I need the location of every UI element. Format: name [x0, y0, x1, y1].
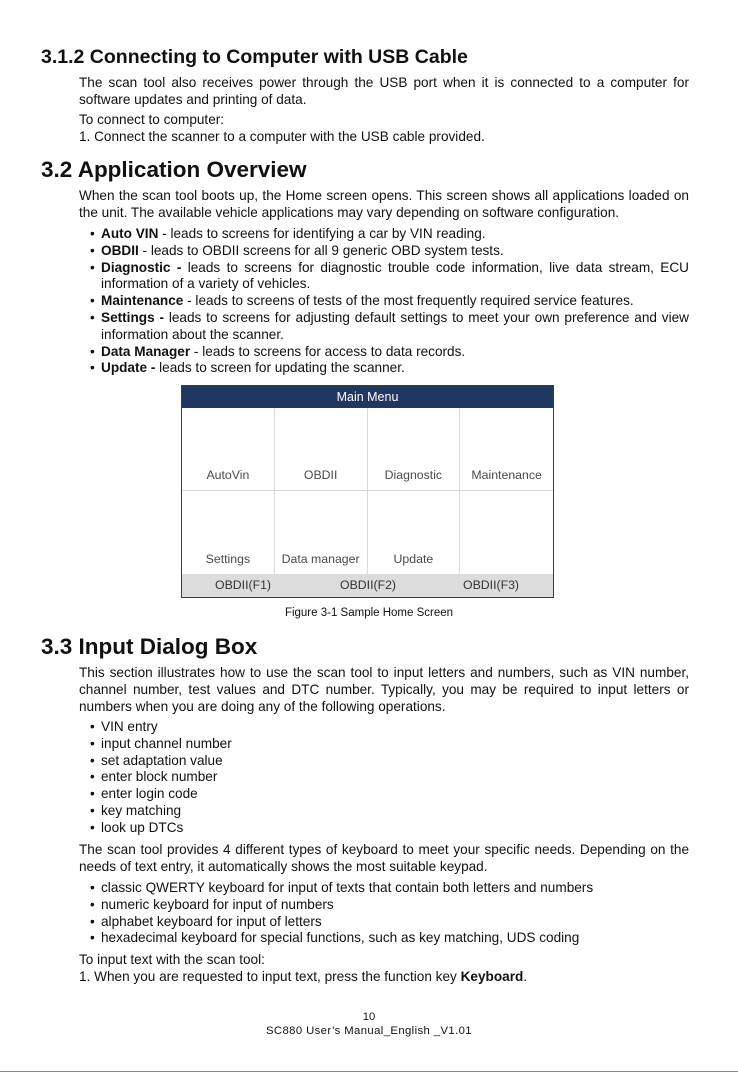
keyboard-list — [90, 880, 680, 947]
keyboard-types-paragraph: The scan tool provides 4 different types of keyboard to meet your specific needs. Depending on the needs of text entry, it automatically shows the most suitable keypad. — [79, 842, 689, 874]
app-tile-update[interactable] — [368, 491, 461, 574]
bullet-dot: • — [90, 819, 95, 835]
section-heading-3-3: 3.3 Input Dialog Box — [41, 634, 258, 659]
app-tile-data-manager[interactable] — [275, 491, 368, 574]
item-text: look up DTCs — [101, 819, 184, 835]
bullet-dot: • — [90, 880, 95, 895]
item-text: VIN entry — [101, 719, 158, 734]
f2-key[interactable]: OBDII(F2) — [340, 578, 397, 592]
item-text: numeric keyboard for input of numbers — [101, 896, 334, 912]
app-label: OBDII — [303, 468, 338, 482]
list-item — [90, 897, 680, 914]
application-overview-paragraph: When the scan tool boots up, the Home screen opens. This screen shows all applications loaded on the unit. The available vehicle applications may vary depending on software configuration. — [79, 188, 689, 220]
item-text: - leads to screens for access to data records. — [190, 343, 466, 359]
list-item — [90, 930, 680, 947]
keyboard-key-name: Keyboard — [460, 969, 524, 984]
list-item — [90, 880, 680, 897]
connect-step-1: 1. Connect the scanner to a computer with the USB cable provided. — [79, 129, 485, 144]
item-text: input channel number — [101, 735, 232, 751]
bullet-dot: • — [90, 735, 95, 751]
item-term: Maintenance — [101, 293, 184, 309]
app-label: Update — [393, 552, 434, 566]
list-item — [90, 293, 689, 310]
item-text: alphabet keyboard for input of letters — [101, 913, 322, 929]
bullet-dot: • — [90, 786, 95, 802]
app-label: AutoVin — [206, 468, 250, 482]
main-menu-title: Main Menu — [182, 386, 553, 408]
figure-caption: Figure 3-1 Sample Home Screen — [284, 607, 454, 619]
home-screen-figure — [181, 385, 554, 598]
list-item — [90, 719, 650, 736]
item-text: key matching — [101, 802, 182, 818]
input-dialog-paragraph: This section illustrates how to use the scan tool to input letters and numbers, such as VIN number, channel number, test values and DTC number. Typically, you may be required to input letters or numbers when you are doing any of the following operations. — [79, 665, 689, 714]
app-tile-diagnostic[interactable] — [368, 408, 461, 491]
bullet-dot: • — [90, 752, 95, 768]
to-input-label: To input text with the scan tool: — [79, 952, 265, 967]
bullet-dot: • — [90, 343, 95, 359]
item-text: - leads to OBDII screens for all 9 generic OBD system tests. — [138, 242, 504, 258]
list-item — [90, 344, 689, 361]
list-item — [90, 803, 650, 820]
to-connect-label: To connect to computer: — [79, 112, 225, 127]
usb-power-paragraph: The scan tool also receives power through the USB port when it is connected to a computer for software updates and printing of data. — [79, 75, 689, 107]
bullet-dot: • — [90, 930, 95, 946]
section-heading-3-2: 3.2 Application Overview — [41, 157, 307, 182]
list-item — [90, 243, 689, 260]
footer-divider — [0, 1071, 738, 1072]
app-label: Diagnostic — [384, 468, 443, 482]
list-item — [90, 260, 689, 294]
app-tile-maintenance[interactable] — [460, 408, 553, 491]
operations-list — [90, 719, 650, 837]
list-item — [90, 786, 650, 803]
list-item — [90, 753, 650, 770]
item-text: - leads to screens for identifying a car by VIN reading. — [158, 226, 486, 241]
list-item — [90, 914, 680, 931]
app-label: Settings — [205, 552, 251, 566]
item-term: Update - — [101, 360, 156, 376]
document-name: SC880 User’s Manual_English _V1.01 — [266, 1025, 472, 1037]
f3-key[interactable]: OBDII(F3) — [463, 578, 520, 592]
list-item — [90, 226, 689, 243]
app-tile-autovin[interactable] — [182, 408, 275, 491]
bullet-dot: • — [90, 242, 95, 258]
item-text: leads to screens for adjusting default settings to meet your own preference and view information about the scanner. — [101, 309, 689, 342]
item-text: enter login code — [101, 786, 198, 802]
item-text: classic QWERTY keyboard for input of texts that contain both letters and numbers — [101, 880, 594, 895]
item-text: leads to screens for diagnostic trouble code information, live data stream, ECU information of a variety of vehicles. — [101, 259, 689, 292]
bullet-dot: • — [90, 896, 95, 912]
input-step-1 — [79, 968, 527, 985]
bullet-dot: • — [90, 259, 95, 275]
application-list — [90, 226, 689, 377]
item-term: OBDII — [101, 242, 139, 258]
list-item — [90, 360, 689, 377]
bullet-dot: • — [90, 226, 95, 241]
f1-key[interactable]: OBDII(F1) — [215, 578, 272, 592]
item-text: set adaptation value — [101, 752, 223, 768]
list-item — [90, 769, 650, 786]
item-term: Data Manager — [101, 343, 191, 359]
section-heading-3-1-2: 3.1.2 Connecting to Computer with USB Cable — [41, 46, 468, 68]
app-label: Maintenance — [471, 468, 542, 482]
app-grid — [182, 408, 553, 574]
page-number: 10 — [362, 1011, 376, 1023]
bullet-dot: • — [90, 360, 95, 376]
item-term: Auto VIN — [101, 226, 159, 241]
step-text: 1. When you are requested to input text, press the function key — [79, 969, 461, 984]
item-term: Diagnostic - — [101, 259, 182, 275]
app-tile-empty — [460, 491, 553, 574]
bullet-dot: • — [90, 913, 95, 929]
bullet-dot: • — [90, 719, 95, 734]
list-item — [90, 820, 650, 837]
function-key-bar — [182, 574, 553, 597]
item-text: enter block number — [101, 769, 218, 785]
app-tile-settings[interactable] — [182, 491, 275, 574]
bullet-dot: • — [90, 293, 95, 309]
item-text: - leads to screens of tests of the most frequently required service features. — [183, 293, 634, 309]
list-item — [90, 736, 650, 753]
app-tile-obdii[interactable] — [275, 408, 368, 491]
step-period: . — [523, 969, 528, 984]
bullet-dot: • — [90, 769, 95, 785]
list-item — [90, 310, 689, 344]
bullet-dot: • — [90, 802, 95, 818]
item-term: Settings - — [101, 309, 164, 325]
item-text: leads to screen for updating the scanner. — [155, 360, 405, 376]
bullet-dot: • — [90, 309, 95, 325]
app-label: Data manager — [281, 552, 360, 566]
item-text: hexadecimal keyboard for special functions, such as key matching, UDS coding — [101, 930, 580, 946]
